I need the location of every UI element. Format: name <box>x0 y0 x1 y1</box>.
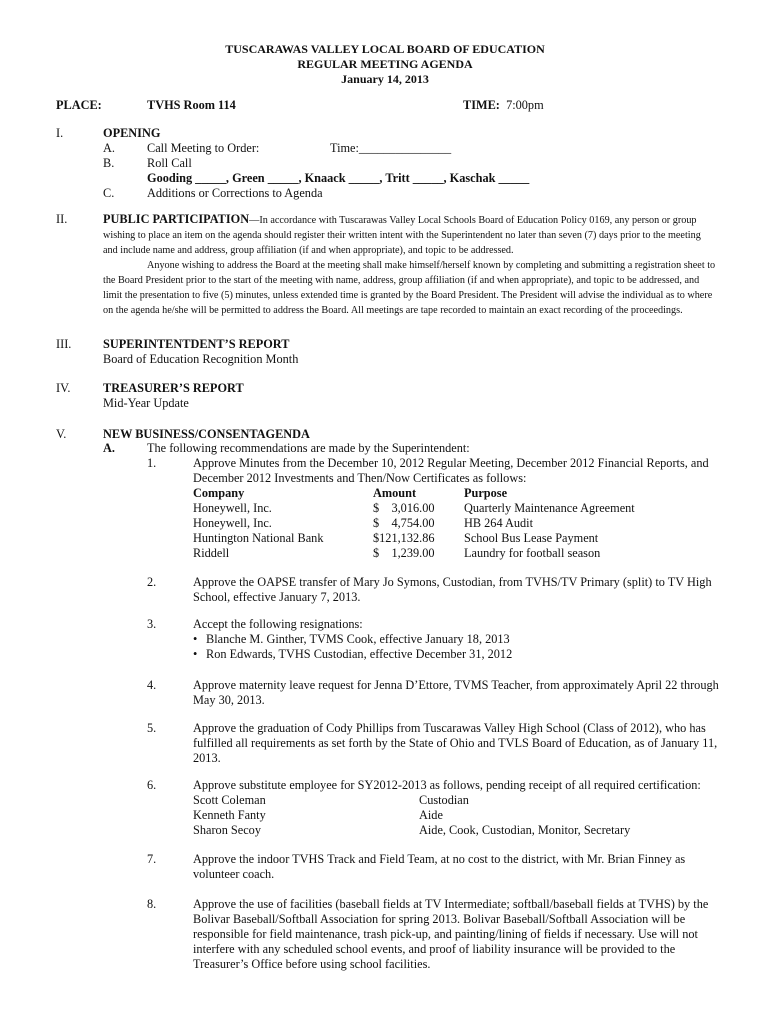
section-1-b-letter: B. <box>103 156 115 170</box>
section-1-title: OPENING <box>103 126 161 140</box>
section-4-title: TREASURER’S REPORT <box>103 381 244 395</box>
cell-position: Aide, Cook, Custodian, Monitor, Secretary <box>419 823 631 837</box>
item-8-text: Approve the use of facilities (baseball fields at TV Intermediate; softball/baseball fields at TVHS) by the Bolivar Baseball/Softball Association for spring 2013. Bolivar Baseball/Softball Association will be responsible for field maintenance, trash pick-up, and painting/lining of fields if necessary. Use will not interfere with any scheduled school events, and proof of liability insurance will be provided to the Treasurer’s Office before using school facilities. <box>193 897 709 971</box>
item-3-number: 3. <box>147 617 157 631</box>
item-5-number: 5. <box>147 721 157 735</box>
section-5-a-letter: A. <box>103 441 115 455</box>
financial-table-header <box>193 486 635 501</box>
cell-name: Scott Coleman <box>193 793 266 807</box>
time-line <box>463 98 544 113</box>
cell-position: Aide <box>419 808 443 822</box>
item-1-text: Approve Minutes from the December 10, 2012 Regular Meeting, December 2012 Financial Reports, and December 2012 Investments and Then/Now Certificates as follows: <box>193 456 709 485</box>
section-4-number: IV. <box>56 381 71 395</box>
roll-call-text: Roll Call <box>147 156 192 170</box>
table-row <box>193 531 635 546</box>
public-participation-para-1: —In accordance with Tuscarawas Valley Local Schools Board of Education Policy 0169, any person or group wishing to place an item on the agenda should register their written intent with the Superintendent no later than seven (7) days prior to the meeting and include name and address, group affiliation (if and when appropriate), and topic to be addressed. <box>103 215 701 256</box>
item-6-number: 6. <box>147 778 157 792</box>
section-1-c-letter: C. <box>103 186 115 200</box>
meeting-date: January 14, 2013 <box>341 72 429 86</box>
resignation-text: Blanche M. Ginther, TVMS Cook, effective January 18, 2013 <box>206 632 510 646</box>
cell-name: Kenneth Fanty <box>193 808 266 822</box>
section-3-text: Board of Education Recognition Month <box>103 352 299 366</box>
section-4-text: Mid-Year Update <box>103 396 189 410</box>
section-5-a-text: The following recommendations are made by the Superintendent: <box>147 441 470 455</box>
table-row <box>193 546 635 561</box>
cell-company: Huntington National Bank <box>193 531 324 545</box>
cell-company: Honeywell, Inc. <box>193 516 272 530</box>
financial-table <box>193 486 635 561</box>
item-2-text: Approve the OAPSE transfer of Mary Jo Symons, Custodian, from TVHS/TV Primary (split) to TV High School, effective January 7, 2013. <box>193 575 712 604</box>
place-label: PLACE: <box>56 98 102 112</box>
roll-call-members: Gooding _____, Green _____, Knaack _____, Tritt _____, Kaschak _____ <box>147 171 530 185</box>
cell-company: Riddell <box>193 546 230 560</box>
agenda-title: REGULAR MEETING AGENDA <box>297 57 473 71</box>
item-4-text: Approve maternity leave request for Jenna D’Ettore, TVMS Teacher, from approximately April 22 through May 30, 2013. <box>193 678 719 707</box>
public-participation-para-2: Anyone wishing to address the Board at the meeting shall make himself/herself known by completing and submitting a registration sheet to the Board President prior to the start of the meeting with name, address, group affiliation (if and when appropriate), and topic to be addressed, and limit the presentation to five (5) minutes, unless extended time is granted by the Board President. The President will advise the individual as to where on the agenda he/she will be permitted to address the Board. All meetings are tape recorded to maintain an exact recording of the proceedings. <box>103 260 716 316</box>
table-row <box>193 793 630 808</box>
section-1-a-letter: A. <box>103 141 115 155</box>
bullet-icon: • <box>193 632 198 646</box>
col-purpose: Purpose <box>464 486 508 500</box>
board-title: TUSCARAWAS VALLEY LOCAL BOARD OF EDUCATION <box>225 42 545 56</box>
section-1-number: I. <box>56 126 64 140</box>
cell-position: Custodian <box>419 793 469 807</box>
bullet-icon: • <box>193 647 198 661</box>
item-7-number: 7. <box>147 852 157 866</box>
table-row <box>193 823 630 838</box>
public-participation-block <box>103 212 718 318</box>
table-row <box>193 516 635 531</box>
place-value: TVHS Room 114 <box>147 98 236 112</box>
cell-amount: $ 1,239.00 <box>373 546 435 560</box>
item-3-text: Accept the following resignations: <box>193 617 363 631</box>
item-8-number: 8. <box>147 897 157 911</box>
section-5-title: NEW BUSINESS/CONSENTAGENDA <box>103 427 310 441</box>
cell-name: Sharon Secoy <box>193 823 261 837</box>
cell-amount: $ 3,016.00 <box>373 501 435 515</box>
additions-text: Additions or Corrections to Agenda <box>147 186 323 200</box>
item-7-text: Approve the indoor TVHS Track and Field Team, at no cost to the district, with Mr. Brian Finney as volunteer coach. <box>193 852 686 881</box>
table-row <box>193 808 630 823</box>
substitutes-table <box>193 793 630 838</box>
section-3-title: SUPERINTENTDENT’S REPORT <box>103 337 290 351</box>
list-item <box>193 632 512 647</box>
list-item <box>193 647 512 662</box>
cell-company: Honeywell, Inc. <box>193 501 272 515</box>
item-1-number: 1. <box>147 456 157 470</box>
resignations-list <box>193 632 512 662</box>
call-to-order-time: Time:_______________ <box>330 141 452 155</box>
time-label: TIME: <box>463 98 500 112</box>
section-2-title: PUBLIC PARTICIPATION <box>103 212 250 226</box>
call-to-order-text: Call Meeting to Order: <box>147 141 260 155</box>
resignation-text: Ron Edwards, TVHS Custodian, effective December 31, 2012 <box>206 647 513 661</box>
section-5-number: V. <box>56 427 67 441</box>
item-2-number: 2. <box>147 575 157 589</box>
cell-purpose: HB 264 Audit <box>464 516 534 530</box>
cell-purpose: Quarterly Maintenance Agreement <box>464 501 635 515</box>
section-3-number: III. <box>56 337 72 351</box>
cell-purpose: School Bus Lease Payment <box>464 531 599 545</box>
cell-amount: $121,132.86 <box>373 531 435 545</box>
item-5-text: Approve the graduation of Cody Phillips from Tuscarawas Valley High School (Class of 2012), who has fulfilled all requirements as set forth by the State of Ohio and TVLS Board of Education, as of January 11, 2013. <box>193 721 718 765</box>
section-2-number: II. <box>56 212 68 226</box>
cell-amount: $ 4,754.00 <box>373 516 435 530</box>
col-amount: Amount <box>373 486 417 500</box>
time-value: 7:00pm <box>506 98 544 112</box>
cell-purpose: Laundry for football season <box>464 546 601 560</box>
col-company: Company <box>193 486 245 500</box>
table-row <box>193 501 635 516</box>
item-6-text: Approve substitute employee for SY2012-2013 as follows, pending receipt of all required certification: <box>193 778 701 792</box>
item-4-number: 4. <box>147 678 157 692</box>
